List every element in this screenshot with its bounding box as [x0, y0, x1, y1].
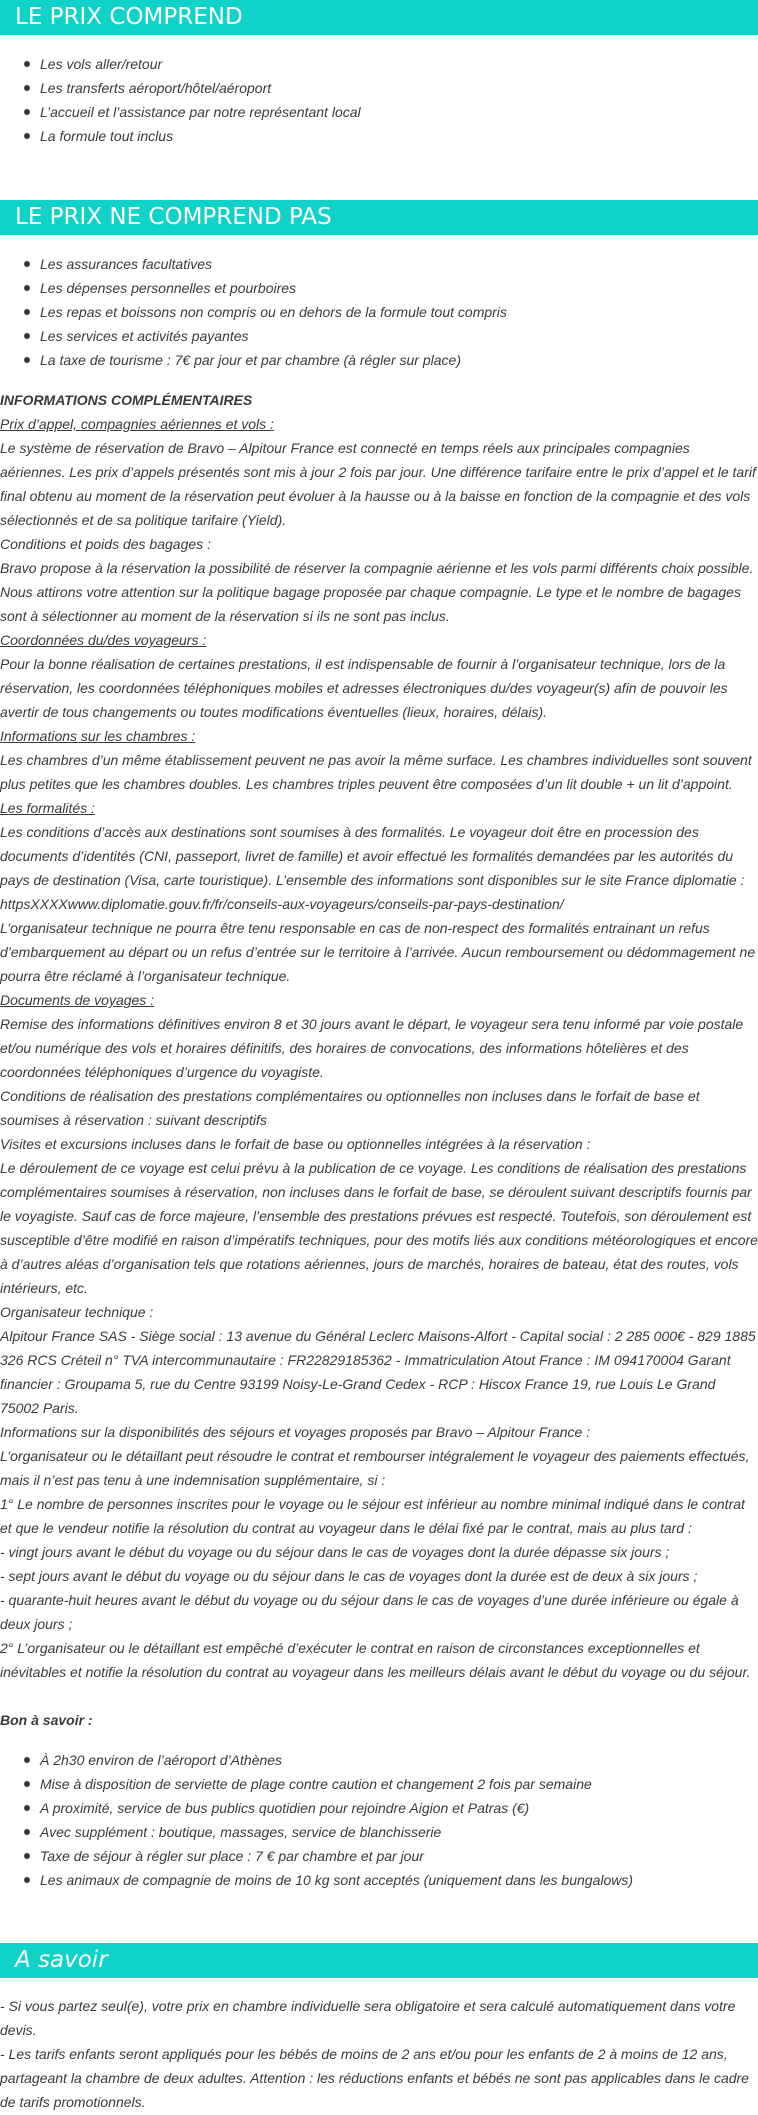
info-text-disponibilites: L’organisateur ou le détaillant peut résoudre le contrat et rembourser intégralement le voyageur des paiements effectués, mais il n’est pas tenu à une indemnisation supplémentaire, si :: [0, 1448, 750, 1488]
info-text-prix: Le système de réservation de Bravo – Alpitour France est connecté en temps réels aux principales compagnies aériennes. Les prix d’appels présentés sont mis à jour 2 fois par jour. Une différence tarifaire entre le prix d’appel et le tarif final obtenu au moment de la réservation peut évoluer à la hausse ou à la baisse en fonction de la compagnie et des vols sélectionnés et de sa politique tarifaire (Yield).: [0, 440, 756, 528]
info-text-organisateur: Alpitour France SAS - Siège social : 13 avenue du Général Leclerc Maisons-Alfort - Capital social : 2 285 000€ - 829 1885 326 RCS Créteil n° TVA intercommunautaire : FR22829185362 - Immatriculation Atout France : IM 094170004 Garant financier : Groupama 5, rue du Centre 93199 Noisy-Le-Grand Cedex - RCP : Hiscox France 19, rue Louis Le Grand 75002 Paris.: [0, 1328, 756, 1416]
info-text-formalites-2: L’organisateur technique ne pourra être tenu responsable en cas de non-respect des formalités entrainant un refus d’embarquement au départ ou un refus d’entrée sur le territoire à l’arrivée. Aucun remboursement ou dédommagement ne pourra être réclamé à l’organisateur technique.: [0, 920, 756, 984]
info-section: [0, 388, 758, 1684]
info-text-dispo-1: 1° Le nombre de personnes inscrites pour le voyage ou le séjour est inférieur au nombre minimal indiqué dans le contrat et que le vendeur notifie la résolution du contrat au voyageur dans le délai fixé par le contrat, mais au plus tard :: [0, 1496, 745, 1536]
asavoir-section: [0, 1994, 758, 2114]
info-text-formalites: Les conditions d’accès aux destinations sont soumises à des formalités. Le voyageur doit être en procession des documents d’identités (CNI, passeport, livret de famille) et avoir effectué les formalités demandées par les autorités du pays de destination (Visa, carte touristique). L’ensemble des informations sont disponibles sur le site France diplomatie : httpsXXXXwww.diplomatie.gouv.fr/fr/conseils-aux-voyageurs/conseils-par-pays-destination/: [0, 824, 745, 912]
info-heading-disponibilites: Informations sur la disponibilités des séjours et voyages proposés par Bravo – Alpitour France :: [0, 1424, 591, 1440]
info-heading-prix: Prix d’appel, compagnies aériennes et vols :: [0, 416, 274, 432]
info-text-dispo-1b: - sept jours avant le début du voyage ou du séjour dans le cas de voyages dont la durée est de deux à six jours ;: [0, 1568, 698, 1584]
info-text-dispo-2: 2° L’organisateur ou le détaillant est empêché d’exécuter le contrat en raison de circonstances exceptionnelles et inévitables et notifie la résolution du contrat au voyageur dans les meilleurs délais avant le début du voyage ou du séjour.: [0, 1640, 751, 1680]
asavoir-text-2: - Les tarifs enfants seront appliqués pour les bébés de moins de 2 ans et/ou pour les enfants de 2 à moins de 12 ans, partageant la chambre de deux adultes. Attention : les réductions enfants et bébés ne sont pas applicables dans le cadre de tarifs promotionnels.: [0, 2046, 749, 2110]
info-heading-chambres: Informations sur les chambres :: [0, 728, 196, 744]
info-heading-organisateur: Organisateur technique :: [0, 1304, 154, 1320]
info-text-documents: Remise des informations définitives environ 8 et 30 jours avant le départ, le voyageur sera tenu informé par voie postale et/ou numérique des vols et horaires définitifs, des horaires de convocations, des informations hôtelières et des coordonnées téléphoniques d’urgence du voyagiste.: [0, 1016, 744, 1080]
list-item: La taxe de tourisme : 7€ par jour et par chambre (à régler sur place): [24, 348, 744, 372]
info-heading-coordonnees: Coordonnées du/des voyageurs :: [0, 632, 207, 648]
info-heading-documents: Documents de voyages :: [0, 992, 155, 1008]
asavoir-header: [0, 1943, 758, 1978]
list-item: La formule tout inclus: [24, 124, 744, 148]
list-item: Les assurances facultatives: [24, 252, 744, 276]
asavoir-title: A savoir: [15, 1947, 108, 1973]
excludes-title: LE PRIX NE COMPREND PAS: [15, 204, 332, 230]
info-title: INFORMATIONS COMPLÉMENTAIRES: [0, 392, 253, 408]
bon-a-savoir-list: [0, 1748, 754, 1892]
list-item: Les animaux de compagnie de moins de 10 kg sont acceptés (uniquement dans les bungalows): [24, 1868, 754, 1892]
info-text-chambres: Les chambres d’un même établissement peuvent ne pas avoir la même surface. Les chambres individuelles sont souvent plus petites que les chambres doubles. Les chambres triples peuvent être composées d’un lit double + un lit d’appoint.: [0, 752, 752, 792]
list-item: Les services et activités payantes: [24, 324, 744, 348]
includes-title: LE PRIX COMPREND: [15, 4, 243, 30]
info-text-bagages: Bravo propose à la réservation la possibilité de réserver la compagnie aérienne et les vols parmi différents choix possible. Nous attirons votre attention sur la politique bagage proposée par chaque compagnie. Le type et le nombre de bagages sont à sélectionner au moment de la réservation si ils ne sont pas inclus.: [0, 560, 754, 624]
bon-a-savoir-title: Bon à savoir :: [0, 1712, 93, 1728]
bon-a-savoir-section: [0, 1708, 758, 1732]
info-text-dispo-1a: - vingt jours avant le début du voyage ou du séjour dans le cas de voyages dont la durée dépasse six jours ;: [0, 1544, 670, 1560]
info-text-coordonnees: Pour la bonne réalisation de certaines prestations, il est indispensable de fournir à l’organisateur technique, lors de la réservation, les coordonnées téléphoniques mobiles et adresses électroniques du/des voyageur(s) afin de pouvoir les avertir de tous changements ou toutes modifications éventuelles (lieux, horaires, délais).: [0, 656, 728, 720]
list-item: Les vols aller/retour: [24, 52, 744, 76]
list-item: À 2h30 environ de l’aéroport d’Athènes: [24, 1748, 754, 1772]
info-text-visites: Le déroulement de ce voyage est celui prévu à la publication de ce voyage. Les conditions de réalisation des prestations complémentaires soumises à réservation, non incluses dans le forfait de base, se déroulent suivant descriptifs fournis par le voyagiste. Sauf cas de force majeure, l’ensemble des prestations prévues est respecté. Toutefois, son déroulement est susceptible d’être modifié en raison d’impératifs techniques, pour des motifs liés aux conditions météorologiques et encore à d’autres aléas d’organisation tels que rotations aériennes, jours de marchés, horaires de bateau, état des routes, vols intérieurs, etc.: [0, 1160, 758, 1296]
info-text-conditions: Conditions de réalisation des prestations complémentaires ou optionnelles non incluses dans le forfait de base et soumises à réservation : suivant descriptifs: [0, 1088, 700, 1128]
includes-header: [0, 0, 758, 35]
excludes-header: [0, 200, 758, 235]
list-item: Mise à disposition de serviette de plage contre caution et changement 2 fois par semaine: [24, 1772, 754, 1796]
excludes-list: [0, 252, 744, 372]
info-heading-bagages: Conditions et poids des bagages :: [0, 536, 211, 552]
info-heading-formalites: Les formalités :: [0, 800, 95, 816]
list-item: Les repas et boissons non compris ou en dehors de la formule tout compris: [24, 300, 744, 324]
list-item: Avec supplément : boutique, massages, service de blanchisserie: [24, 1820, 754, 1844]
list-item: Les transferts aéroport/hôtel/aéroport: [24, 76, 744, 100]
info-text-dispo-1c: - quarante-huit heures avant le début du voyage ou du séjour dans le cas de voyages d’une durée inférieure ou égale à deux jours ;: [0, 1592, 739, 1632]
list-item: A proximité, service de bus publics quotidien pour rejoindre Aigion et Patras (€): [24, 1796, 754, 1820]
asavoir-text-1: - Si vous partez seul(e), votre prix en chambre individuelle sera obligatoire et sera calculé automatiquement dans votre devis.: [0, 1998, 736, 2038]
list-item: L’accueil et l’assistance par notre représentant local: [24, 100, 744, 124]
list-item: Les dépenses personnelles et pourboires: [24, 276, 744, 300]
info-heading-visites: Visites et excursions incluses dans le forfait de base ou optionnelles intégrées à la réservation :: [0, 1136, 591, 1152]
includes-list: [0, 52, 744, 148]
list-item: Taxe de séjour à régler sur place : 7 € par chambre et par jour: [24, 1844, 754, 1868]
